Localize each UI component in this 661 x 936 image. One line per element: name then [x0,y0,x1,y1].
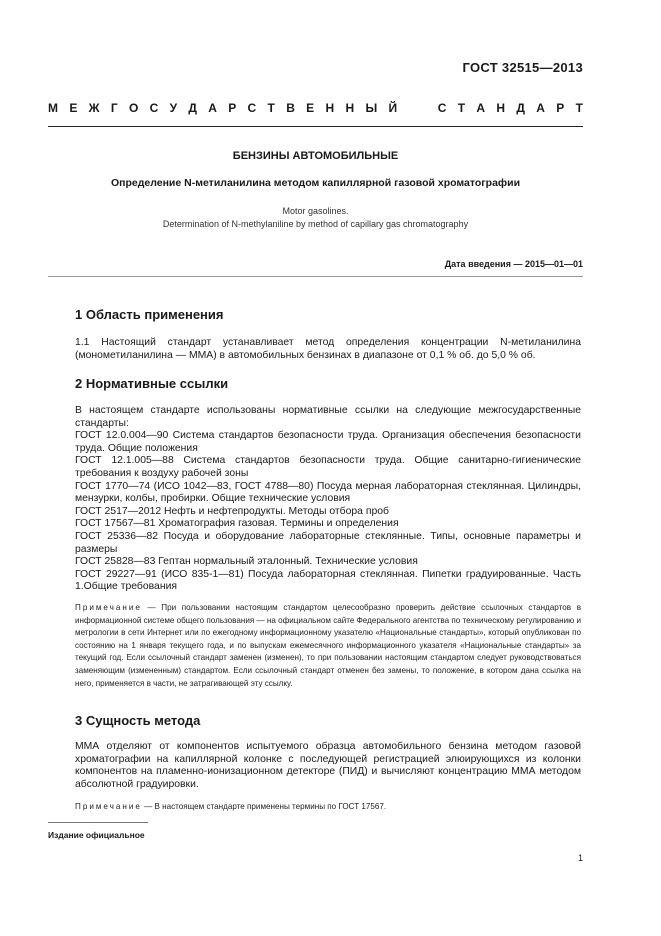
note-text: — В настоящем стандарте применены термины по ГОСТ 17567. [144,802,387,811]
header-rule [48,126,583,127]
banner-letter: Е [306,101,315,115]
document-subtitle: Определение N-метиланилина методом капиллярной газовой хроматографии [110,177,521,189]
section-2-intro: В настоящем стандарте использованы нормативные ссылки на следующие межгосударственные стандарты: [75,405,581,429]
standard-code: ГОСТ 32515—2013 [462,60,583,75]
banner-letter: А [208,101,217,115]
footer-rule [48,822,148,823]
banner-letter: Ы [365,101,378,115]
note-label: Примечание [75,802,142,811]
normative-reference: ГОСТ 1770—74 (ИСО 1042—83, ГОСТ 4788—80) Посуда мерная лабораторная стеклянная. Цилиндры, мензурки, колбы, пробирки. Общие технические условия [75,480,581,505]
banner-letter: Ж [88,101,100,115]
banner-letter: О [128,101,139,115]
note-text: — При пользовании настоящим стандартом целесообразно проверить действие ссылочных стандартов в информационной системе общего пользования — на официальном сайте Федерального агентства по техническому регулированию и метрологии в сети Интернет или по ежегодному информационному указателю «Национальные стандарты», который опубликован по состоянию на 1 января текущего года, и по выпускам ежемесячного информационного указателя «Национальные стандарты» за текущий год. Если ссылочный стандарт заменен (изменен), то при пользовании настоящим стандартом следует руководствоваться заменяющим (измененным) стандартом. Если ссылочный стандарт отменен без замены, то положение, в котором дана ссылка на него, применяется в части, не затрагивающей эту ссылку. [75,603,581,688]
banner-letter: Г [110,101,118,115]
banner-letter: М [48,101,58,115]
banner-letter: А [536,101,545,115]
section-1-heading: 1 Область применения [75,307,224,322]
banner-letter: С [437,101,447,115]
normative-reference: ГОСТ 25828—83 Гептан нормальный эталонный. Технические условия [75,556,418,568]
edition-label: Издание официальное [48,830,145,840]
normative-references-list [75,430,581,594]
normative-reference: ГОСТ 12.0.004—90 Система стандартов безопасности труда. Организация обеспечения безопасности труда. Общие положения [75,430,581,454]
banner-letter: Й [388,101,398,115]
banner-letter: Т [267,101,275,115]
banner-letter: Н [496,101,506,115]
section-2-note [75,602,581,690]
date-rule [48,276,583,277]
section-2-body [75,405,581,594]
page-number: 1 [577,853,583,863]
document-title: БЕНЗИНЫ АВТОМОБИЛЬНЫЕ [232,150,399,162]
normative-reference: ГОСТ 2517—2012 Нефть и нефтепродукты. Методы отбора проб [75,505,389,517]
banner-letter: Н [345,101,355,115]
english-title-line-1: Motor gasolines. [282,206,349,216]
introduction-date: Дата введения — 2015—01—01 [444,259,583,269]
banner-letter: Д [516,101,525,115]
banner-letter: С [149,101,159,115]
banner-letter: Р [228,101,237,115]
note-label: Примечание [75,603,142,612]
banner-letter: У [169,101,178,115]
section-1-paragraph: 1.1 Настоящий стандарт устанавливает метод определения концентрации N-метиланилина (монометиланилина — ММА) в автомобильных бензинах в диапазоне от 0,1 % об. до 5,0 % об. [75,337,581,361]
english-title-line-2: Determination of N-methylaniline by method of capillary gas chromatography [162,219,469,229]
section-1-text [75,337,581,362]
section-3-note [75,801,581,814]
section-3-text [75,741,581,791]
section-3-paragraph: ММА отделяют от компонентов испытуемого образца автомобильного бензина методом газовой хроматографии на капиллярной колонке с последующей регистрацией элюирующихся из колонки компонентов на пламенно-ионизационном детекторе (ПИД) и вычисляют концентрацию ММА методом абсолютной градуировки. [75,741,581,790]
banner-letter: В [286,101,295,115]
standard-type-banner [48,101,583,115]
normative-reference: ГОСТ 29227—91 (ИСО 835-1—81) Посуда лабораторная стеклянная. Пипетки градуированные. Часть 1.Общие требования [75,568,581,593]
normative-reference: ГОСТ 25336—82 Посуда и оборудование лабораторные стеклянные. Типы, основные параметры и размеры [75,530,581,555]
normative-reference: ГОСТ 12.1.005—88 Система стандартов безопасности труда. Общие санитарно-гигиенические требования к воздуху рабочей зоны [75,455,581,479]
normative-reference: ГОСТ 17567—81 Хроматография газовая. Термины и определения [75,518,399,530]
banner-letter: Е [69,101,78,115]
banner-letter: С [247,101,257,115]
banner-letter: Р [556,101,565,115]
banner-gap [408,101,426,115]
banner-letter: А [476,101,486,115]
banner-letter: Н [325,101,335,115]
english-title [48,205,583,231]
section-2-heading: 2 Нормативные ссылки [75,376,229,391]
banner-letter: Т [457,101,466,115]
banner-letter: Т [575,101,583,115]
section-3-heading: 3 Сущность метода [75,713,201,728]
banner-letter: Д [188,101,197,115]
